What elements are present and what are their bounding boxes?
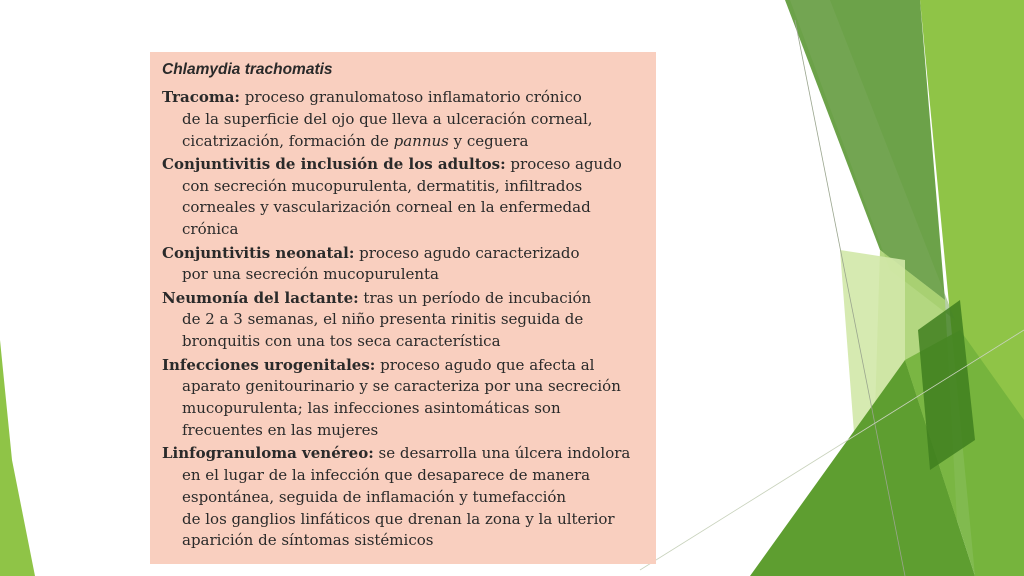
entry-line: aparición de síntomas sistémicos (182, 531, 434, 550)
entry-conjuntivitis-adultos (162, 154, 646, 241)
entry-text: y ceguera (448, 131, 529, 150)
entry-linfogranuloma-venereo (162, 443, 646, 552)
entry-line (162, 288, 646, 310)
entry-term: Neumonía del lactante: (162, 288, 359, 307)
entry-neumonia-lactante (162, 288, 646, 353)
entry-term: Conjuntivitis neonatal: (162, 243, 355, 262)
entry-tracoma (162, 87, 646, 152)
entry-infecciones-urogenitales (162, 355, 646, 442)
entry-list (162, 87, 646, 552)
entry-term: Linfogranuloma venéreo: (162, 444, 374, 463)
entry-text: proceso granulomatoso inflamatorio crónico (239, 88, 582, 106)
entry-line: por una secreción mucopurulenta (182, 265, 439, 284)
entry-text: tras un período de incubación (358, 288, 592, 307)
entry-line: de los ganglios linfáticos que drenan la zona y la ulterior (182, 509, 615, 528)
entry-conjuntivitis-neonatal (162, 243, 646, 287)
entry-line (162, 131, 646, 153)
panel-title: Chlamydia trachomatis (162, 61, 333, 78)
entry-text: proceso agudo (505, 154, 622, 173)
entry-line: de 2 a 3 semanas, el niño presenta rinitis seguida de (182, 310, 584, 329)
entry-text: proceso agudo que afecta al (375, 355, 595, 374)
entry-italic-term: pannus (393, 131, 449, 150)
entry-line (162, 355, 646, 377)
entry-term: Conjuntivitis de inclusión de los adultos: (162, 154, 506, 173)
entry-term: Infecciones urogenitales: (162, 355, 376, 374)
entry-line (162, 243, 646, 265)
entry-line: corneales y vascularización corneal en la enfermedad (182, 198, 591, 217)
entry-line: aparato genitourinario y se caracteriza por una secreción (182, 377, 621, 396)
entry-text: cicatrización, formación de (182, 131, 394, 150)
text-panel (150, 52, 656, 564)
entry-line: crónica (182, 220, 239, 239)
facet-left-edge (0, 340, 35, 576)
entry-line: de la superficie del ojo que lleva a ulceración corneal, (182, 109, 593, 128)
entry-line: espontánea, seguida de inflamación y tumefacción (182, 487, 567, 506)
entry-line (162, 154, 646, 176)
entry-line (162, 87, 646, 109)
entry-line: bronquitis con una tos seca característica (182, 332, 501, 351)
entry-line: frecuentes en las mujeres (182, 420, 379, 439)
entry-line: mucopurulenta; las infecciones asintomáticas son (182, 399, 561, 418)
entry-line: en el lugar de la infección que desaparece de manera (182, 466, 591, 485)
entry-text: proceso agudo caracterizado (354, 243, 580, 262)
entry-line (162, 443, 646, 465)
entry-term: Tracoma: (162, 88, 240, 106)
entry-line: con secreción mucopurulenta, dermatitis, infiltrados (182, 176, 583, 195)
entry-text: se desarrolla una úlcera indolora (373, 444, 631, 463)
